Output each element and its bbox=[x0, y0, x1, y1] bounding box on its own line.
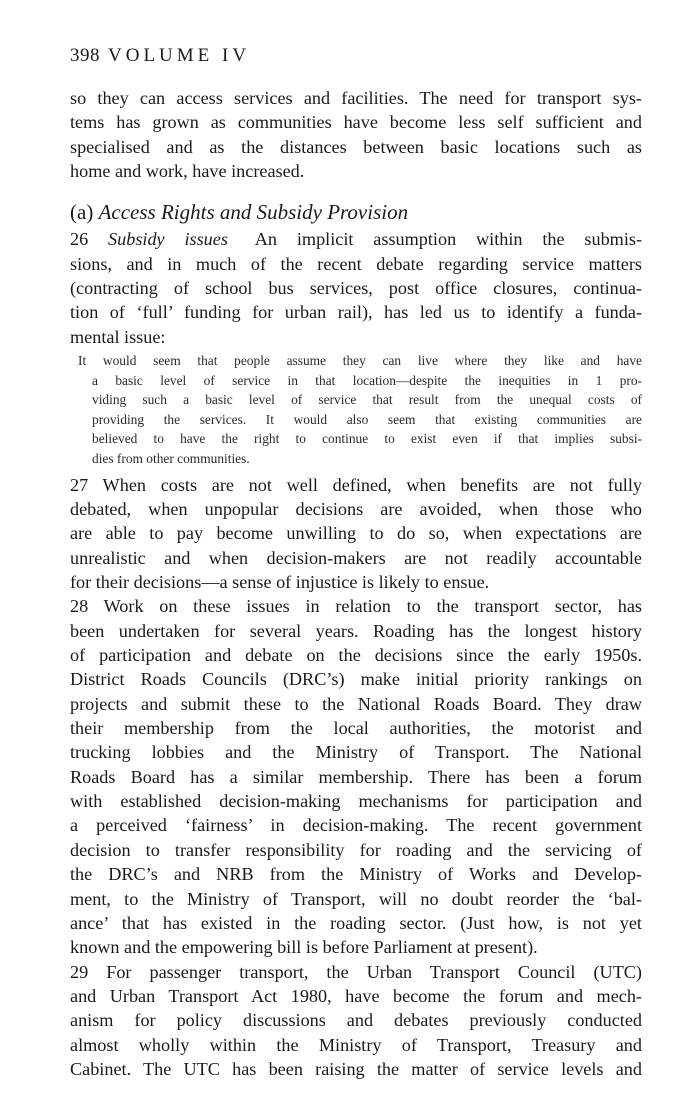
text-line: trucking lobbies and the Ministry of Transport. The National bbox=[70, 742, 642, 763]
text-line: of participation and debate on the decisions since the early 1950s. bbox=[70, 645, 642, 666]
text-line: 29 For passenger transport, the Urban Transport Council (UTC) bbox=[70, 961, 642, 982]
text-line: are able to pay become unwilling to do so, when expectations are bbox=[70, 523, 642, 544]
text-line: with established decision-making mechanisms for participation and bbox=[70, 791, 642, 812]
text-line: ment, to the Ministry of Transport, will no doubt reorder the ‘bal- bbox=[70, 888, 642, 909]
text-line: tems has grown as communities have become less self sufficient and bbox=[70, 112, 642, 133]
quote-line: providing the services. It would also seem that existing communities are bbox=[92, 411, 642, 427]
paragraph-29 bbox=[70, 960, 642, 1082]
paragraph-26 bbox=[70, 227, 642, 349]
text-line: 28 Work on these issues in relation to the transport sector, has bbox=[70, 596, 642, 617]
section-heading bbox=[70, 197, 642, 227]
text-line: so they can access services and facilities. The need for transport sys- bbox=[70, 88, 642, 108]
text-line: anism for policy discussions and debates previously conducted bbox=[70, 1010, 642, 1031]
text-line: debated, when unpopular decisions are avoided, when those who bbox=[70, 499, 642, 519]
paragraph-number: 26 bbox=[70, 229, 89, 250]
text-line: a perceived ‘fairness’ in decision-making. The recent government bbox=[70, 815, 642, 836]
block-quote bbox=[78, 351, 642, 469]
text-line: home and work, have increased. bbox=[70, 161, 305, 182]
body-text bbox=[70, 86, 642, 1081]
text-line bbox=[70, 227, 642, 251]
text-line: known and the empowering bill is before Parliament at present). bbox=[70, 937, 538, 958]
text-line: specialised and as the distances between basic locations such as bbox=[70, 136, 642, 157]
text-line: District Roads Councils (DRC’s) make initial priority rankings on bbox=[70, 669, 642, 690]
quote-line: believed to have the right to continue to exist even if that implies subsi- bbox=[92, 431, 642, 447]
text-fragment: An implicit assumption within the submis- bbox=[254, 229, 643, 250]
text-line: sions, and in much of the recent debate regarding service matters bbox=[70, 253, 642, 274]
section-title: Access Rights and Subsidy Provision bbox=[98, 200, 409, 225]
intro-paragraph bbox=[70, 86, 642, 183]
text-line: decision to transfer responsibility for roading and the servicing of bbox=[70, 839, 642, 860]
text-line: for their decisions—a sense of injustice is likely to ensue. bbox=[70, 572, 490, 593]
text-line: almost wholly within the Ministry of Transport, Treasury and bbox=[70, 1034, 642, 1055]
quote-line: It would seem that people assume they can live where they like and have bbox=[78, 353, 642, 369]
text-line: unrealistic and when decision-makers are not readily accountable bbox=[70, 547, 642, 568]
running-head bbox=[70, 44, 250, 68]
quote-line: dies from other communities. bbox=[92, 451, 250, 467]
quote-line: a basic level of service in that location—despite the inequities in 1 pro- bbox=[92, 372, 642, 388]
text-line: Roads Board has a similar membership. There has been a forum bbox=[70, 766, 642, 787]
text-line: their membership from the local authorities, the motorist and bbox=[70, 718, 642, 739]
section-label: (a) bbox=[70, 200, 94, 225]
text-line: the DRC’s and NRB from the Ministry of Works and Develop- bbox=[70, 864, 642, 885]
paragraph-28 bbox=[70, 594, 642, 959]
page-number: 398 bbox=[70, 45, 100, 66]
text-line: tion of ‘full’ funding for urban rail), has led us to identify a funda- bbox=[70, 302, 642, 323]
volume-label: VOLUME IV bbox=[108, 45, 251, 66]
text-line: been undertaken for several years. Roading has the longest history bbox=[70, 620, 642, 641]
text-line: 27 When costs are not well defined, when benefits are not fully bbox=[70, 474, 642, 495]
paragraph-27 bbox=[70, 473, 642, 595]
text-line: Cabinet. The UTC has been raising the matter of service levels and bbox=[70, 1058, 642, 1079]
quote-line: viding such a basic level of service that result from the unequal costs of bbox=[92, 392, 642, 408]
text-line: projects and submit these to the National Roads Board. They draw bbox=[70, 693, 642, 714]
text-line: and Urban Transport Act 1980, have become the forum and mech- bbox=[70, 985, 642, 1006]
text-line: ance’ that has existed in the roading sector. (Just how, is not yet bbox=[70, 912, 642, 933]
text-line: mental issue: bbox=[70, 326, 166, 347]
text-line: (contracting of school bus services, post office closures, continua- bbox=[70, 278, 642, 299]
subhead: Subsidy issues bbox=[108, 229, 228, 250]
